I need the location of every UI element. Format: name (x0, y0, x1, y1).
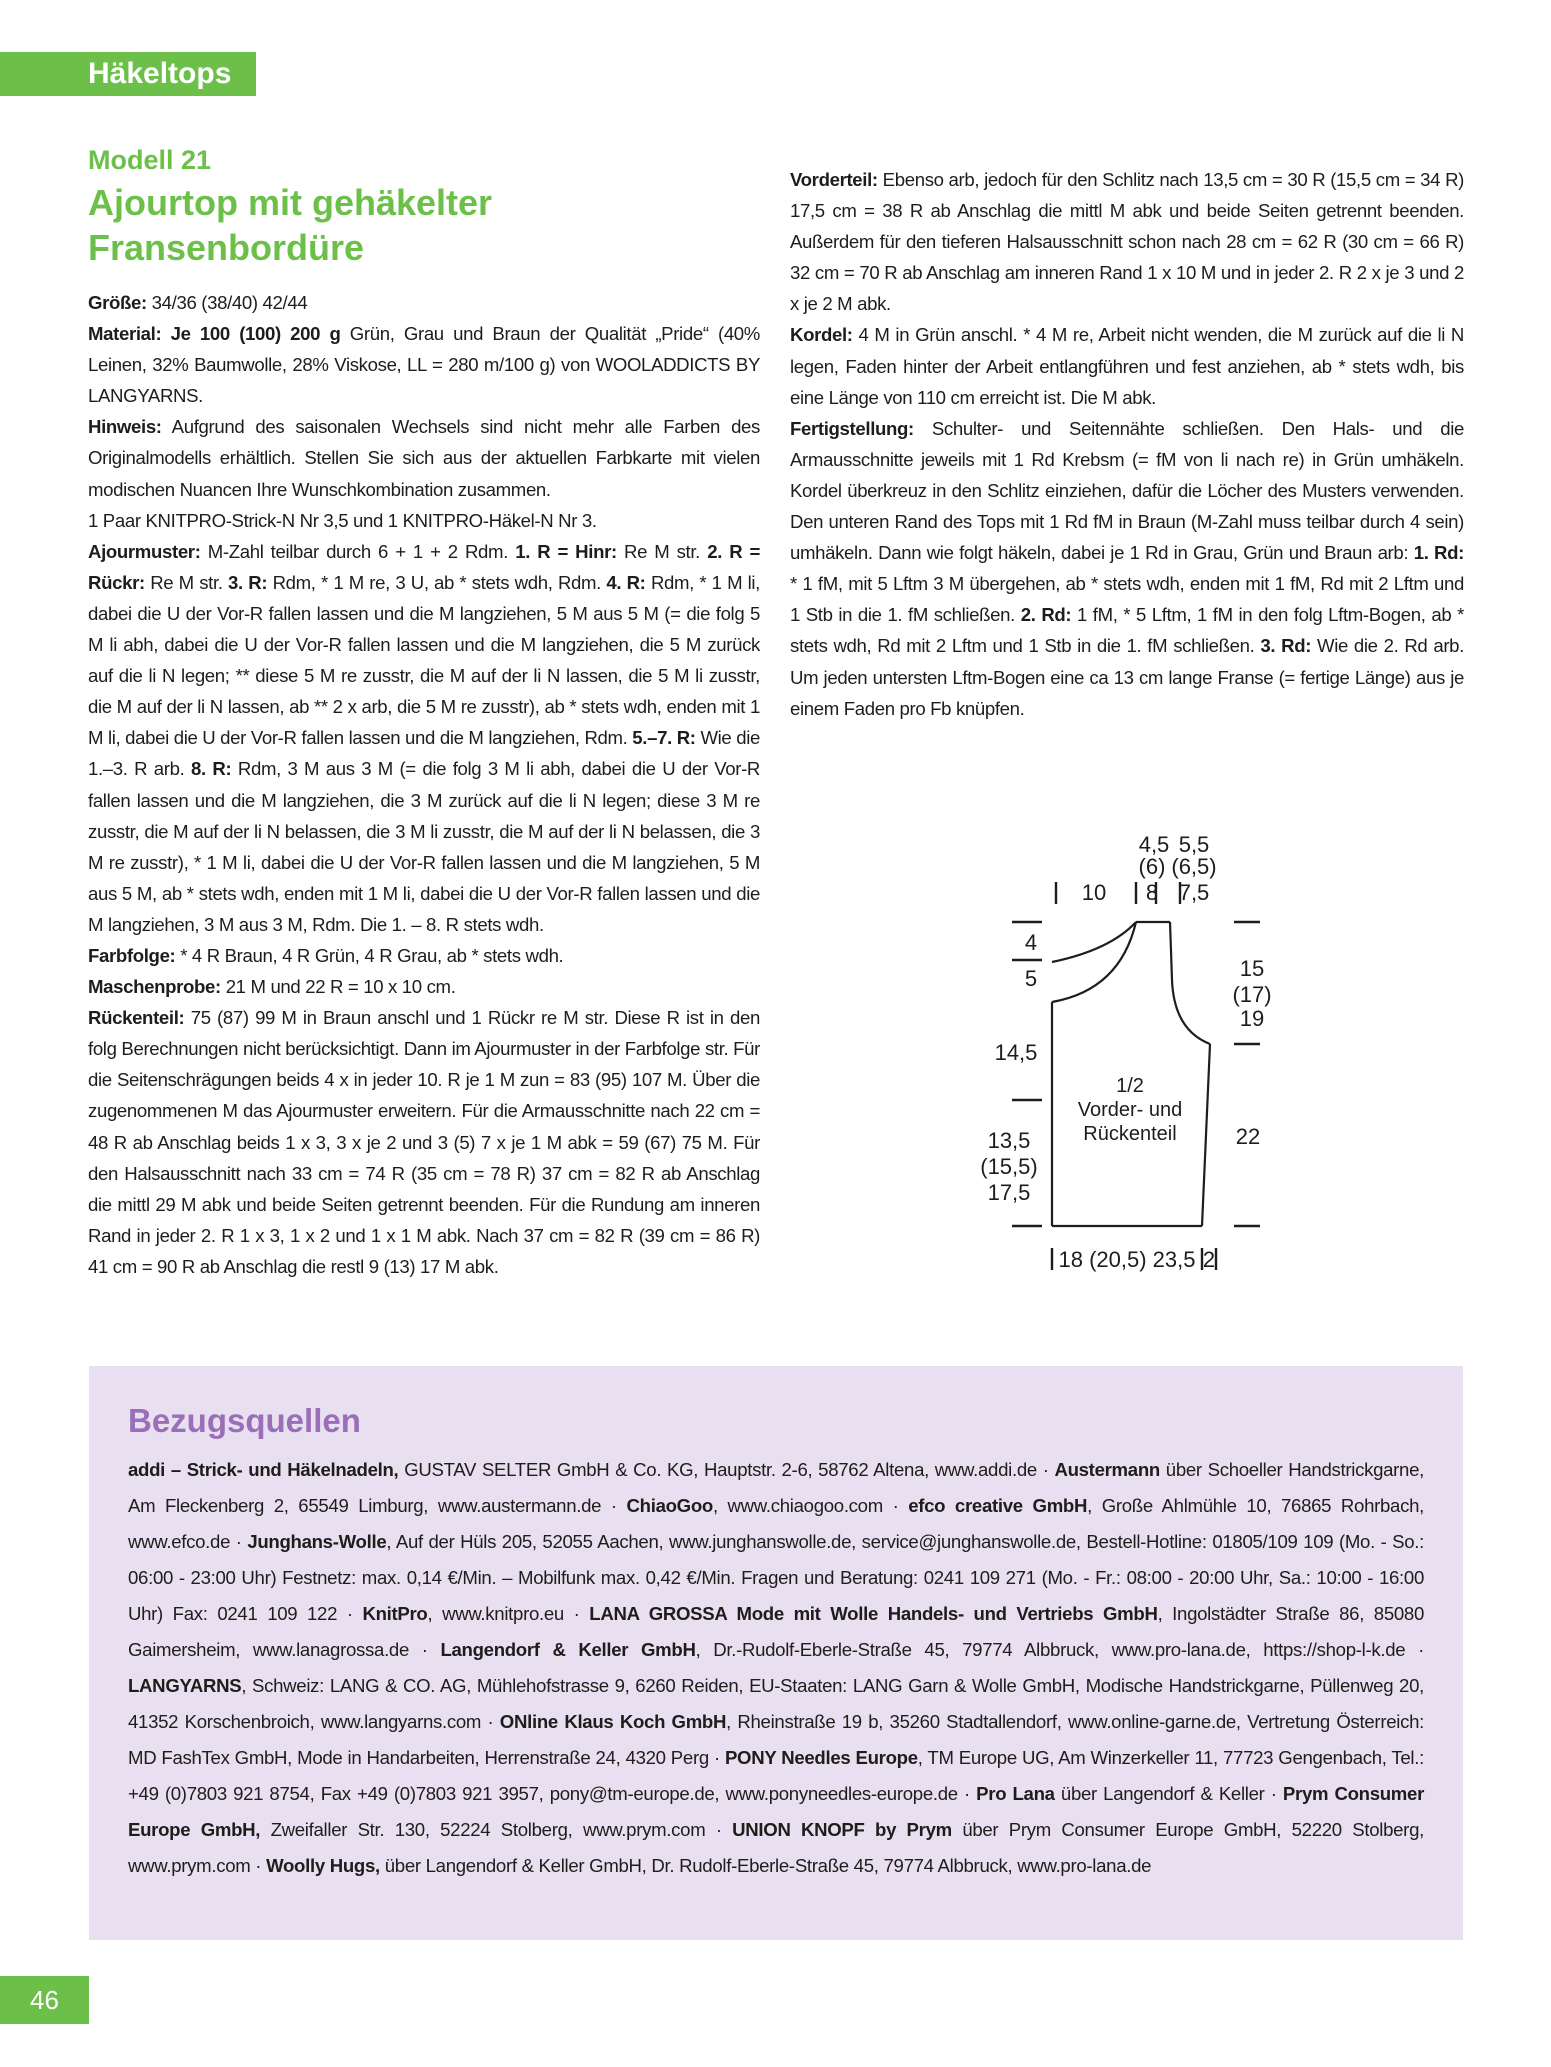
supplier-name: Pro Lana (976, 1783, 1055, 1804)
section-label: Häkeltops (88, 57, 232, 90)
supplier-details: , www.knitpro.eu · (427, 1603, 590, 1624)
page-number: 46 (0, 1976, 89, 2024)
supplier-name: PONY Needles Europe (724, 1747, 918, 1768)
supplier-details: GUSTAV SELTER GmbH & Co. KG, Hauptstr. 2-6, 58762 Altena, www.addi.de · (398, 1459, 1055, 1480)
dim-top-d: (6,5) (1171, 854, 1217, 879)
supplier-details: , Große Ahlmühle 10, 76865 Rohrbach, www.efco.de · (128, 1495, 1425, 1552)
front-paragraph: Vorderteil: Ebenso arb, jedoch für den Schlitz nach 13,5 cm = 30 R (15,5 cm = 34 R) 17,5 cm = 38 R ab Anschlag die mittl M abk und beide Seiten getrennt beenden. Außerdem für den tieferen Halsausschnitt schon nach 28 cm = 62 R (30 cm = 66 R) 32 cm = 70 R ab Anschlag am inneren Rand 1 x 10 M und in jeder 2. R 2 x je 3 und 2 x je 2 M abk. (790, 169, 1464, 315)
dim-shoulder: 10 (1081, 880, 1107, 905)
garment-outline (1052, 922, 1210, 1226)
dim-left-1: 4 (1024, 930, 1038, 955)
size-paragraph: Größe: 34/36 (38/40) 42/44 (88, 292, 308, 313)
dim-top-a: 4,5 (1138, 832, 1170, 857)
dim-top-c: (6) (1138, 854, 1166, 879)
center-label-2: Vorder- und (1077, 1099, 1183, 1121)
dim-left-3: 14,5 (994, 1040, 1038, 1065)
supplier-name: UNION KNOPF by Prym (732, 1819, 952, 1840)
supplier-name: Austermann (1054, 1459, 1160, 1480)
dim-neck-back: 7,5 (1178, 880, 1210, 905)
dim-right-2: (17) (1232, 982, 1272, 1007)
dim-left-4: 13,5 (987, 1128, 1031, 1153)
supplier-name: Prym Consumer Europe GmbH, (128, 1783, 1424, 1840)
dim-right-4: 22 (1235, 1124, 1261, 1149)
suppliers-title: Bezugsquellen (128, 1402, 361, 1439)
supplier-details: , www.chiaogoo.com · (712, 1495, 909, 1516)
supplier-name: ChiaoGoo (626, 1495, 713, 1516)
finishing-paragraph: Fertigstellung: Schulter- und Seitennähte schließen. Den Hals- und die Armausschnitte jeweils mit 1 Rd Krebsm (= fM von li nach re) in Grün umhäkeln. Kordel überkreuz in den Schlitz einziehen, dafür die Löcher des Musters verwenden. Den unteren Rand des Tops mit 1 Rd fM in Braun (M-Zahl muss teilbar durch 4 sein) umhäkeln. Dann wie folgt häkeln, dabei je 1 Rd in Grau, Grün und Braun arb: 1. Rd: * 1 fM, mit 5 Lftm 3 M übergehen, ab * stets wdh, enden mit 1 fM, Rd mit 2 Lftm und 1 Stb in die 1. fM schließen. 2. Rd: 1 fM, * 5 Lftm, 1 fM in den folg Lftm-Bogen, ab * stets wdh, Rd mit 2 Lftm und 1 Stb in die 1. fM schließen. 3. Rd: Wie die 2. Rd arb. Um jeden untersten Lftm-Bogen eine ca 13 cm lange Franse (= fertige Länge) aus je einem Faden pro Fb knüpfen. (790, 417, 1464, 719)
supplier-details: , Schweiz: LANG & CO. AG, Mühlehofstrasse 9, 6260 Reiden, EU-Staaten: LANG Garn & Wolle GmbH, Modische Handstrickgarne, Püllenweg 20, 41352 Korschenbroich, www.langyarns.com · (128, 1675, 1424, 1732)
dim-right-1: 15 (1239, 956, 1265, 981)
supplier-details: , Ingolstädter Straße 86, 85080 Gaimersheim, www.lanagrossa.de · (128, 1603, 1424, 1660)
suppliers-text (128, 1452, 1424, 1884)
supplier-details: über Prym Consumer Europe GmbH, 52220 Stolberg, www.prym.com · (128, 1819, 1424, 1876)
dim-bottom-extra: 2 (1202, 1247, 1216, 1272)
dim-left-5: (15,5) (980, 1154, 1038, 1179)
dim-top-b: 5,5 (1178, 832, 1210, 857)
cord-paragraph: Kordel: 4 M in Grün anschl. * 4 M re, Arbeit nicht wenden, die M zurück auf die li N legen, Faden hinter der Arbeit entlangführen und fest anziehen, ab * stets wdh, bis eine Länge von 110 cm erreicht ist. Die M abk. (790, 324, 1464, 408)
section-tab (0, 52, 256, 96)
supplier-details: über Langendorf & Keller · (1054, 1783, 1283, 1804)
dim-left-6: 17,5 (987, 1180, 1031, 1205)
supplier-name: LANA GROSSA Mode mit Wolle Handels- und Vertriebs GmbH (589, 1603, 1158, 1624)
supplier-details: über Schoeller Handstrickgarne, Am Fleckenberg 2, 65549 Limburg, www.austermann.de · (128, 1459, 1425, 1516)
supplier-details: , TM Europe UG, Am Winzerkeller 11, 77723 Gengenbach, Tel.: +49 (0)7803 921 8754, Fax +49 (0)7803 921 3957, pony@tm-europe.de, www.ponyneedles-europe.de · (128, 1747, 1424, 1804)
title-line-1: Ajourtop mit gehäkelter (88, 182, 493, 223)
supplier-details: Zweifaller Str. 130, 52224 Stolberg, www.prym.com · (260, 1819, 733, 1840)
title-line-2: Fransenbordüre (88, 227, 365, 268)
supplier-details: , Rheinstraße 19 b, 35260 Stadtallendorf, www.online-garne.de, Vertretung Österreich: MD FashTex GmbH, Mode in Handarbeiten, Herrenstraße 24, 4320 Perg · (128, 1711, 1424, 1768)
suppliers-box (89, 1366, 1463, 1940)
supplier-name: addi – Strick- und Häkelnadeln, (128, 1459, 399, 1480)
supplier-details: über Langendorf & Keller GmbH, Dr. Rudolf-Eberle-Straße 45, 79774 Albbruck, www.pro-lana.de (379, 1855, 1152, 1876)
center-label-3: Rückenteil (1083, 1123, 1177, 1145)
page-title (88, 180, 748, 270)
supplier-details: , Auf der Hüls 205, 52055 Aachen, www.junghanswolle.de, service@junghanswolle.de, Bestell-Hotline: 01805/109 109 (Mo. - So.: 06:00 - 23:00 Uhr) Festnetz: max. 0,14 €/Min. – Mobilfunk max. 0,42 €/Min. Fragen und Beratung: 0241 109 271 (Mo. - Fr.: 08:00 - 20:00 Uhr, Sa.: 10:00 - 16:00 Uhr) Fax: 0241 109 122 · (128, 1531, 1424, 1624)
model-number: Modell 21 (88, 145, 212, 175)
supplier-name: LANGYARNS (128, 1675, 242, 1696)
dim-left-2: 5 (1024, 966, 1038, 991)
note-paragraph: Hinweis: Aufgrund des saisonalen Wechsels sind nicht mehr alle Farben des Originalmodells erhältlich. Stellen Sie sich aus der aktuellen Farbkarte mit vielen modischen Nuancen Ihre Wunschkombination zusammen. (88, 416, 760, 500)
material-paragraph: Material: Je 100 (100) 200 g Grün, Grau und Braun der Qualität „Pride“ (40% Leinen, 32% Baumwolle, 28% Viskose, LL = 280 m/100 g) von WOOLADDICTS BY LANGYARNS. (88, 323, 760, 407)
dim-bottom-width: 18 (20,5) 23,5 (1058, 1247, 1196, 1272)
color-sequence-paragraph: Farbfolge: * 4 R Braun, 4 R Grün, 4 R Grau, ab * stets wdh. (88, 944, 564, 966)
supplier-name: Junghans-Wolle (247, 1531, 387, 1552)
back-paragraph: Rückenteil: 75 (87) 99 M in Braun anschl und 1 Rückr re M str. Diese R ist in den folg Berechnungen nicht berücksichtigt. Dann im Ajourmuster in der Farbfolge str. Für die Seitenschrägungen beids 4 x in jeder 10. R je 1 M zun = 83 (95) 107 M. Über die zugenommenen M das Ajourmuster erweitern. Für die Armausschnitte nach 22 cm = 48 R ab Anschlag beids 1 x 3, 3 x je 2 und 3 (5) 7 x je 1 M abk = 59 (67) 75 M. Für den Halsausschnitt nach 33 cm = 74 R (35 cm = 78 R) 37 cm = 82 R ab Anschlag die mittl 29 M abk und beide Seiten getrennt beenden. Für die Rundung am inneren Rand in jeder 2. R 1 x 3, 1 x 2 und 1 x 1 M abk. Nach 37 cm = 82 R (39 cm = 86 R) 41 cm = 90 R ab Anschlag die restl 9 (13) 17 M abk. (88, 1007, 760, 1277)
supplier-name: KnitPro (362, 1603, 428, 1624)
needles-paragraph: 1 Paar KNITPRO-Strick-N Nr 3,5 und 1 KNITPRO-Häkel-N Nr 3. (88, 509, 597, 531)
dim-neck-front: 8 (1145, 880, 1159, 905)
dim-right-3: 19 (1239, 1006, 1265, 1031)
supplier-name: efco creative GmbH (908, 1495, 1088, 1516)
supplier-name: Langendorf & Keller GmbH (440, 1639, 696, 1660)
pattern-paragraph: Ajourmuster: M-Zahl teilbar durch 6 + 1 + 2 Rdm. 1. R = Hinr: Re M str. 2. R = Rückr: Re M str. 3. R: Rdm, * 1 M re, 3 U, ab * stets wdh, Rdm. 4. R: Rdm, * 1 M li, dabei die U der Vor-R fallen lassen und die M langziehen, 5 M aus 5 M (= die folg 5 M li abh, dabei die U der Vor-R fallen lassen und die M langziehen, die 5 M zurück auf die li N legen; ** diese 5 M re zusstr, die M auf der li N lassen, die 5 M li zusstr, die M auf der li N lassen, ab ** 2 x arb, die 5 M re zusstr), ab * stets wdh, enden mit 1 M li, dabei die U der Vor-R fallen lassen und die M langziehen, Rdm. 5.–7. R: Wie die 1.–3. R arb. 8. R: Rdm, 3 M aus 3 M (= die folg 3 M li abh, dabei die U der Vor-R fallen lassen und die M langziehen, die 3 M zurück auf die li N legen; diese 3 M re zusstr, die M auf der li N belassen, die 3 M li zusstr, die M auf der li N belassen, die 3 M re zusstr), * 1 M li, dabei die U der Vor-R fallen lassen und die M langziehen, 5 M aus 5 M, ab * stets wdh, enden mit 1 M li, dabei die U der Vor-R fallen lassen und die M langziehen, 3 M aus 3 M, Rdm. Die 1. – 8. R stets wdh. (88, 540, 761, 935)
instructions-column-left (88, 287, 760, 1282)
center-label-1: 1/2 (1116, 1075, 1144, 1097)
schematic-diagram (960, 830, 1290, 1280)
instructions-column-right (790, 164, 1464, 724)
supplier-details: , Dr.-Rudolf-Eberle-Straße 45, 79774 Albbruck, www.pro-lana.de, https://shop-l-k.de · (695, 1639, 1424, 1660)
gauge-paragraph: Maschenprobe: 21 M und 22 R = 10 x 10 cm. (88, 976, 456, 998)
supplier-name: Woolly Hugs, (266, 1855, 380, 1876)
supplier-name: ONline Klaus Koch GmbH (499, 1711, 727, 1732)
